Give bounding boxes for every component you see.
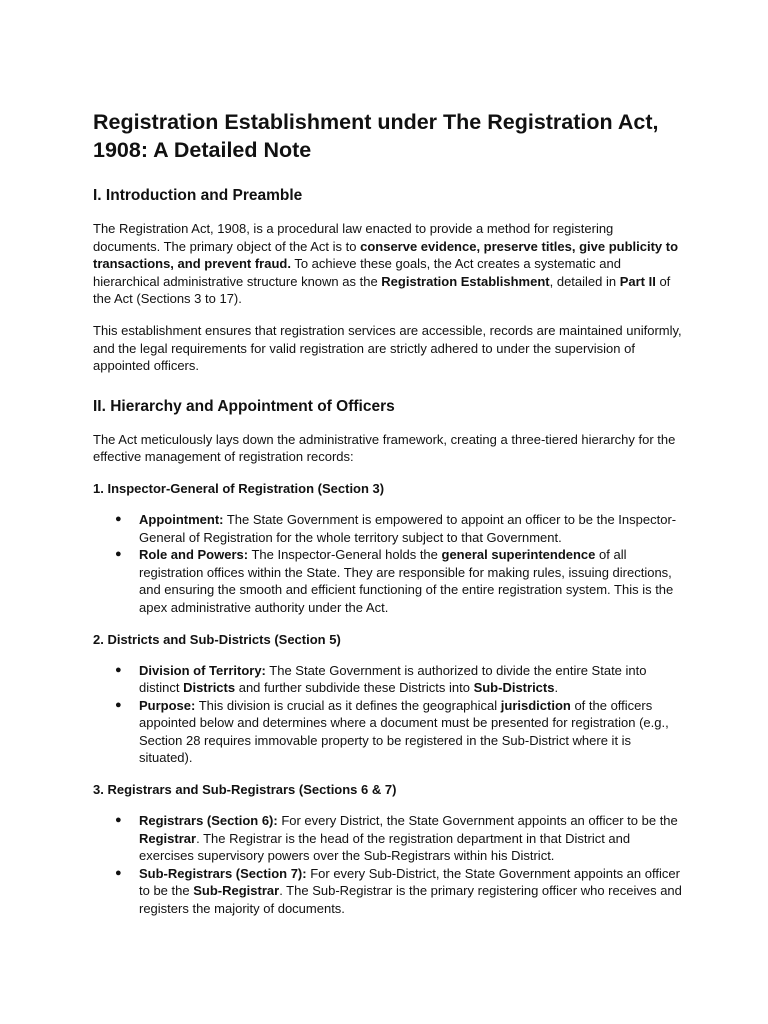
list-item	[93, 865, 683, 918]
text-run: The State Government is authorized to divide the entire State into distinct	[139, 662, 647, 696]
inspector-general-list	[93, 511, 683, 617]
text-run: .	[554, 680, 559, 696]
bold-run: conserve evidence, preserve titles, give publicity to transactions, and prevent fraud.	[93, 238, 679, 272]
list-item	[93, 511, 683, 546]
intro-paragraph-1	[93, 220, 683, 308]
registrars-list	[93, 812, 683, 918]
bullet-icon: ●	[115, 663, 122, 676]
section-heading-introduction: I. Introduction and Preamble	[93, 187, 303, 204]
bold-run: Registrar	[139, 830, 197, 846]
text-run: . The Sub-Registrar is the primary registering officer who receives and registers the majority of documents.	[139, 883, 682, 917]
list-item	[93, 662, 683, 697]
text-run: and further subdivide these Districts into	[235, 680, 474, 696]
section-heading-hierarchy: II. Hierarchy and Appointment of Officers	[93, 397, 395, 415]
bold-run: Purpose:	[139, 697, 196, 713]
bullet-icon: ●	[115, 814, 122, 827]
subsection-heading-districts: 2. Districts and Sub-Districts (Section 5)	[93, 631, 341, 647]
bullet-icon: ●	[115, 512, 122, 525]
hierarchy-paragraph: The Act meticulously lays down the administrative framework, creating a three-tiered hierarchy for the effective management of registration records:	[93, 431, 676, 465]
text-run: of all registration offices within the State. They are responsible for making rules, issuing directions, and ensuring the smooth and efficient functioning of the entire registration system. This is the apex administrative authority under the Act.	[139, 547, 674, 615]
bullet-icon: ●	[115, 698, 122, 711]
text-run: This division is crucial as it defines the geographical	[195, 697, 501, 713]
text-run: , detailed in	[549, 273, 620, 289]
list-item	[93, 697, 683, 767]
text-run: The State Government is empowered to appoint an officer to be the Inspector-General of Registration for the whole territory subject to that Government.	[139, 511, 677, 545]
intro-paragraph-2: This establishment ensures that registration services are accessible, records are maintained uniformly, and the legal requirements for valid registration are strictly adhered to under the supervision of appointed officers.	[93, 322, 682, 374]
bold-run: Sub-Registrar	[193, 883, 280, 899]
bold-run: Sub-Districts	[473, 680, 555, 696]
bold-run: Sub-Registrars (Section 7):	[139, 865, 307, 881]
text-run: For every Sub-District, the State Government appoints an officer to be the	[139, 865, 680, 899]
bold-run: Registrars (Section 6):	[139, 813, 278, 829]
text-run: of the Act (Sections 3 to 17).	[93, 273, 671, 307]
bullet-icon: ●	[115, 866, 122, 879]
bold-run: Districts	[183, 680, 236, 696]
bold-run: Appointment:	[139, 511, 224, 527]
subsection-heading-registrars: 3. Registrars and Sub-Registrars (Sections 6 & 7)	[93, 782, 397, 798]
bold-run: jurisdiction	[500, 697, 571, 713]
document-title: Registration Establishment under The Registration Act, 1908: A Detailed Note	[93, 110, 659, 162]
text-run: The Registration Act, 1908, is a procedural law enacted to provide a method for registering documents. The primary object of the Act is to	[93, 221, 614, 254]
subsection-heading-inspector-general: 1. Inspector-General of Registration (Section 3)	[93, 480, 385, 496]
bold-run: Role and Powers:	[139, 547, 249, 563]
bold-run: general superintendence	[441, 547, 596, 563]
bold-run: Division of Territory:	[139, 662, 266, 678]
bold-run: Registration Establishment	[381, 273, 550, 289]
text-run: . The Registrar is the head of the registration department in that District and exercises supervisory powers over the Sub-Registrars within his District.	[139, 830, 631, 864]
text-run: of the officers appointed below and determines where a document must be presented for registration (e.g., Section 28 requires immovable property to be registered in the Sub-District where it is situated).	[139, 697, 669, 766]
text-run: For every District, the State Government appoints an officer to be the	[277, 813, 678, 829]
list-item	[93, 812, 683, 865]
bold-run: Part II	[619, 273, 656, 289]
list-item	[93, 546, 683, 616]
document-page	[93, 108, 683, 932]
text-run: The Inspector-General holds the	[248, 547, 442, 563]
text-run: To achieve these goals, the Act creates a systematic and hierarchical administrative structure known as the	[93, 256, 621, 289]
districts-list	[93, 662, 683, 768]
bullet-icon: ●	[115, 548, 122, 561]
